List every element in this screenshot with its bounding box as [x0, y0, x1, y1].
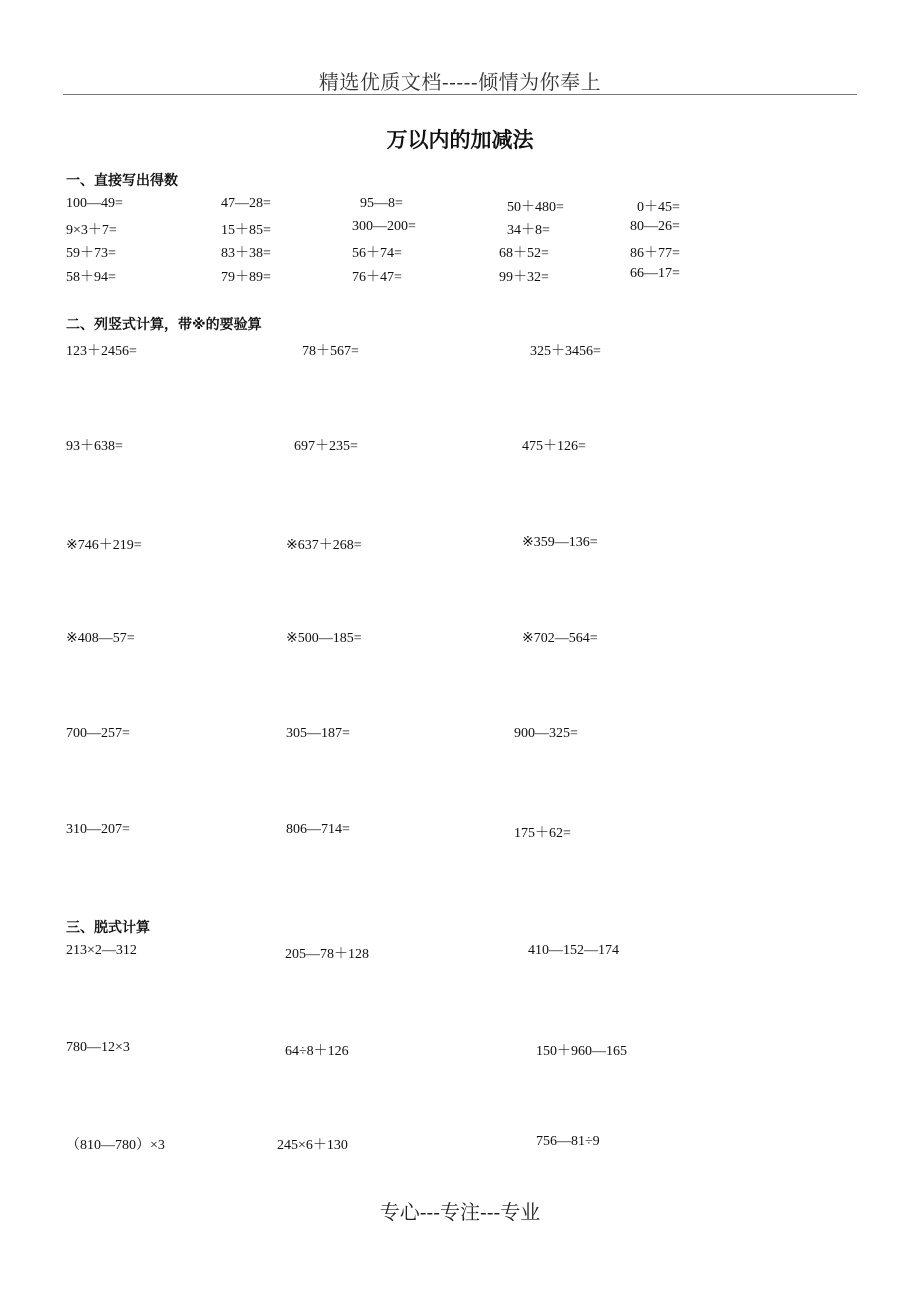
problem: 900—325= [514, 726, 578, 741]
problem: 300—200= [352, 219, 416, 234]
problem: （810—780）×3 [66, 1138, 165, 1153]
problem: 305—187= [286, 726, 350, 741]
problem: 15＋85= [221, 223, 271, 238]
problem: 93＋638= [66, 439, 123, 454]
problem: 58＋94= [66, 270, 116, 285]
problem: ※359—136= [522, 535, 598, 550]
page-footer: 专心---专注---专业 [379, 1200, 541, 1224]
problem: ※702—564= [522, 631, 598, 646]
section-3-title: 三、脱式计算 [66, 920, 150, 936]
problem: 150＋960—165 [536, 1044, 627, 1059]
problem: 68＋52= [499, 246, 549, 261]
problem: 475＋126= [522, 439, 586, 454]
problem: 47—28= [221, 196, 271, 211]
problem: 95—8= [360, 196, 403, 211]
problem: 310—207= [66, 822, 130, 837]
problem: 34＋8= [507, 223, 550, 238]
problem: ※500—185= [286, 631, 362, 646]
problem: 123＋2456= [66, 344, 137, 359]
problem: 325＋3456= [530, 344, 601, 359]
problem: 806—714= [286, 822, 350, 837]
problem: 80—26= [630, 219, 680, 234]
problem: 59＋73= [66, 246, 116, 261]
problem: ※408—57= [66, 631, 135, 646]
section-1-title: 一、直接写出得数 [66, 173, 178, 189]
problem: 697＋235= [294, 439, 358, 454]
problem: 410—152—174 [528, 943, 619, 958]
header-divider [63, 94, 857, 95]
problem: 86＋77= [630, 246, 680, 261]
problem: 79＋89= [221, 270, 271, 285]
problem: 64÷8＋126 [285, 1044, 349, 1059]
problem: 780—12×3 [66, 1040, 130, 1055]
page-header: 精选优质文档-----倾情为你奉上 [318, 70, 602, 94]
problem: ※746＋219= [66, 538, 142, 553]
problem: 83＋38= [221, 246, 271, 261]
problem: 66—17= [630, 266, 680, 281]
problem: 9×3＋7= [66, 223, 117, 238]
problem: 56＋74= [352, 246, 402, 261]
problem: 99＋32= [499, 270, 549, 285]
problem: 756—81÷9 [536, 1134, 600, 1149]
problem: 78＋567= [302, 344, 359, 359]
problem: ※637＋268= [286, 538, 362, 553]
section-2-title: 二、列竖式计算，带※的要验算 [66, 317, 262, 333]
problem: 245×6＋130 [277, 1138, 348, 1153]
problem: 76＋47= [352, 270, 402, 285]
page-title: 万以内的加减法 [386, 128, 534, 152]
problem: 50＋480= [507, 200, 564, 215]
problem: 213×2—312 [66, 943, 137, 958]
problem: 175＋62= [514, 826, 571, 841]
problem: 0＋45= [637, 200, 680, 215]
problem: 700—257= [66, 726, 130, 741]
problem: 205—78＋128 [285, 947, 369, 962]
problem: 100—49= [66, 196, 123, 211]
